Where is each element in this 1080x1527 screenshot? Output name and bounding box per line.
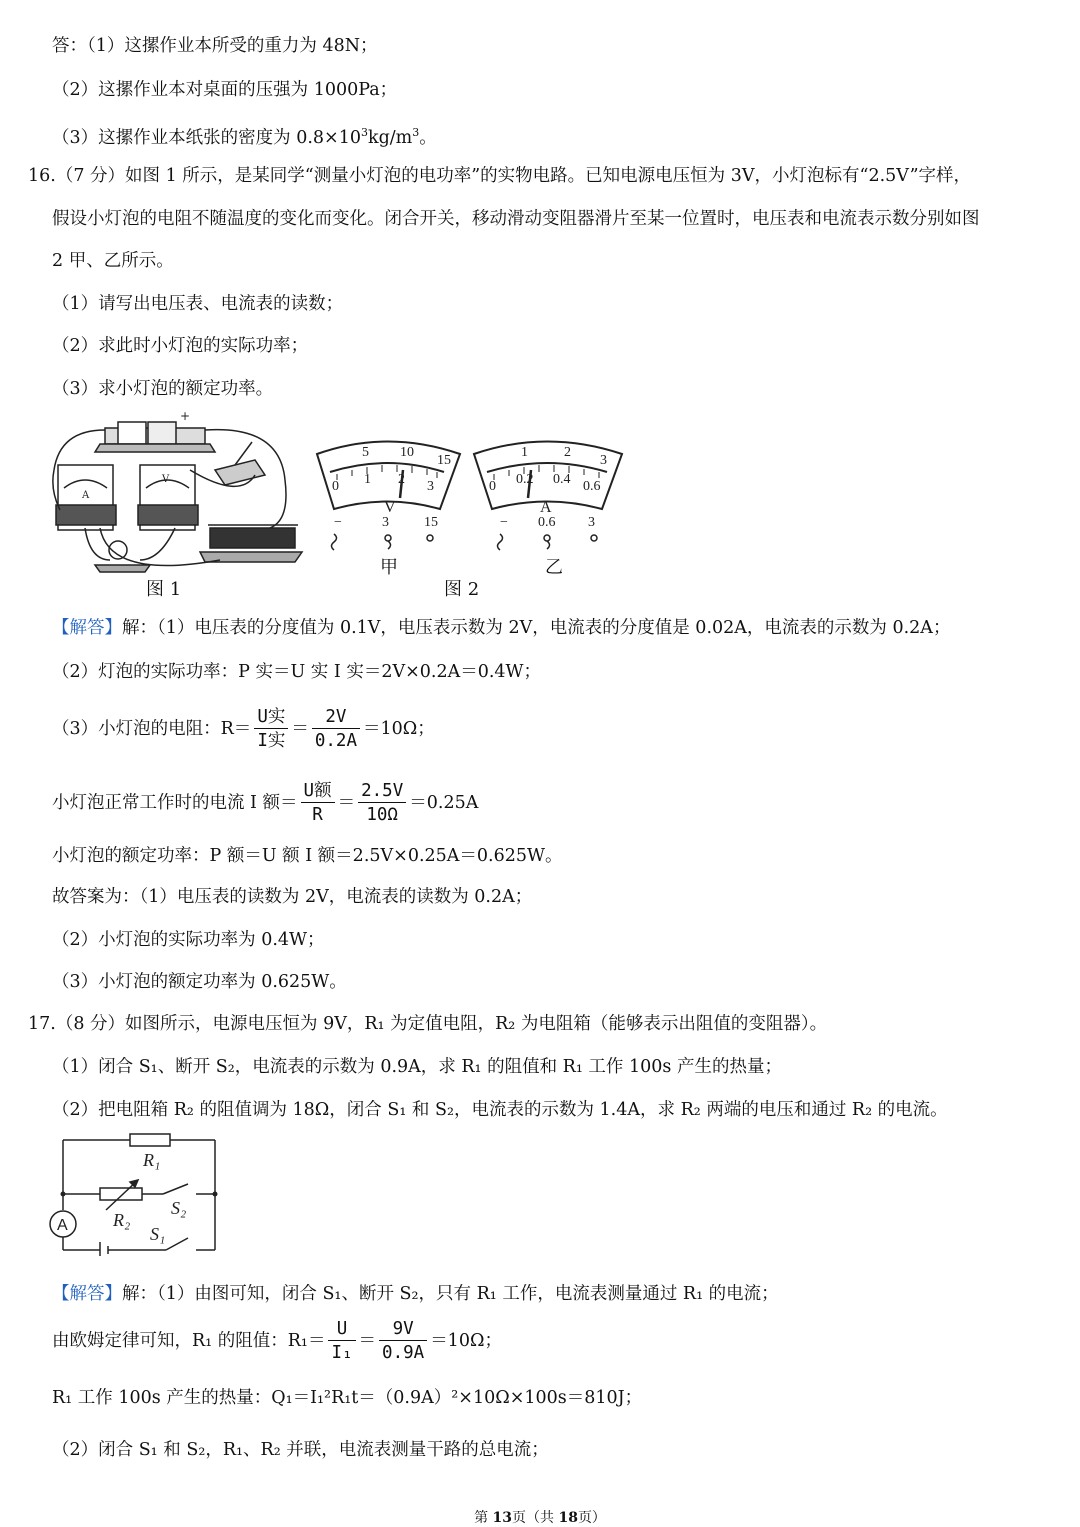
r2-label: R₂: [113, 1210, 131, 1230]
denominator: I₁: [331, 1343, 353, 1363]
volt-bottom-2: 2: [398, 472, 405, 487]
amp-top-2: 2: [564, 445, 571, 460]
s2-label: S₂: [171, 1198, 187, 1218]
q17-solution-4: （2）闭合 S₁ 和 S₂，R₁、R₂ 并联，电流表测量干路的总电流；: [52, 1440, 549, 1460]
footer-text: 页（共: [512, 1510, 559, 1526]
amp-bottom-0: 0: [489, 479, 496, 494]
page-footer: [0, 1507, 1080, 1527]
amp-letter: A: [540, 499, 552, 516]
figure-2-meters: [312, 434, 632, 564]
q17-solution-2: 由欧姆定律可知，R₁ 的阻值：R₁＝ $\frac{U}{\text{I₁}}$ ＝ $\frac{9V}{0.9A}$ ＝10Ω；: [52, 1319, 502, 1363]
svg-text:V: V: [162, 474, 170, 485]
unit-text: kg/m: [367, 127, 413, 148]
amp-term-06: 0.6: [538, 515, 556, 530]
total-pages: 18: [558, 1510, 578, 1526]
q17-solution-3: R₁ 工作 100s 产生的热量：Q₁＝I₁²R₁t＝（0.9A）²×10Ω×100s＝810J；: [52, 1388, 643, 1408]
formula-lead: （3）小灯泡的电阻：R＝: [52, 719, 252, 739]
amp-bottom-06: 0.6: [583, 479, 601, 494]
figure-1-caption: 图 1: [146, 579, 182, 600]
fraction-values: [358, 780, 406, 827]
amp-top-1: 1: [521, 445, 528, 460]
q16-part-3: （3）求小灯泡的额定功率。: [52, 379, 274, 399]
q16-solution-2: （2）灯泡的实际功率：P 实＝U 实 I 实＝2V×0.2A＝0.4W；: [52, 662, 542, 682]
volt-top-15: 15: [437, 453, 451, 468]
numerator: U额: [301, 780, 335, 803]
answer-line-1: 答：（1）这摞作业本所受的重力为 48N；: [52, 36, 378, 56]
denominator: I实: [257, 731, 286, 751]
meter-yi-label: 乙: [545, 557, 563, 578]
numerator: 2V: [312, 706, 360, 729]
q16-stem-line-1: 16.（7 分）如图 1 所示，是某同学“测量小灯泡的电功率”的实物电路。已知电源电压恒为 3V，小灯泡标有“2.5V”字样，: [28, 166, 972, 186]
meter-jia-label: 甲: [380, 557, 398, 578]
solution-tag: 【解答】: [52, 1284, 122, 1304]
formula-lead: 由欧姆定律可知，R₁ 的阻值：R₁＝: [52, 1331, 326, 1351]
page-number: 13: [492, 1510, 512, 1526]
formula-result: ＝10Ω；: [363, 719, 435, 739]
q17-part-2: （2）把电阻箱 R₂ 的阻值调为 18Ω，闭合 S₁ 和 S₂，电流表的示数为 1.4A，求 R₂ 两端的电压和通过 R₂ 的电流。: [52, 1100, 948, 1120]
fraction-values: [379, 1318, 427, 1365]
q16-part-1: （1）请写出电压表、电流表的读数；: [52, 294, 344, 314]
denominator: 0.9A: [382, 1343, 425, 1363]
q16-solution-6: 故答案为：（1）电压表的读数为 2V，电流表的读数为 0.2A；: [52, 887, 533, 907]
fraction-u-over-i1: [328, 1318, 355, 1365]
solution-text: 解：（1）由图可知，闭合 S₁、断开 S₂，只有 R₁ 工作，电流表测量通过 R₁ 的电流；: [122, 1284, 779, 1304]
answer-line-3-text: （3）这摞作业本纸张的密度为 0.8×10: [52, 127, 361, 148]
volt-top-5: 5: [362, 445, 369, 460]
fraction-values: [312, 706, 360, 753]
q17-solution-1: [52, 1282, 779, 1306]
punct: 。: [419, 127, 437, 148]
svg-text:+: +: [180, 410, 191, 423]
volt-term-neg: −: [334, 515, 342, 530]
q16-solution-8: （3）小灯泡的额定功率为 0.625W。: [52, 972, 347, 992]
exponent: 3: [360, 126, 368, 139]
figure-1-circuit: [40, 410, 310, 605]
volt-term-3: 3: [382, 515, 389, 530]
fraction-u-over-r: [301, 780, 335, 827]
volt-term-15: 15: [424, 515, 438, 530]
volt-bottom-1: 1: [364, 472, 371, 487]
svg-text:A: A: [82, 490, 90, 501]
volt-top-10: 10: [400, 445, 414, 460]
answer-line-3: [52, 121, 437, 150]
amp-term-neg: −: [500, 515, 508, 530]
amp-top-3: 3: [600, 453, 607, 468]
formula-result: ＝0.25A: [409, 793, 479, 813]
circuit-schematic: [48, 1128, 228, 1256]
q16-stem-line-3: 2 甲、乙所示。: [52, 251, 174, 271]
q16-stem-line-2: 假设小灯泡的电阻不随温度的变化而变化。闭合开关，移动滑动变阻器滑片至某一位置时，电压表和电流表示数分别如图: [52, 209, 980, 229]
formula-lead: 小灯泡正常工作时的电流 I 额＝: [52, 793, 298, 813]
amp-bottom-02: 0.2: [516, 472, 534, 487]
amp-term-3: 3: [588, 515, 595, 530]
numerator: 9V: [379, 1318, 427, 1341]
meter-faces: [312, 434, 632, 564]
figure-q17-circuit: [48, 1128, 228, 1256]
formula-result: ＝10Ω；: [430, 1331, 502, 1351]
q16-solution-4: 小灯泡正常工作时的电流 I 额＝ $\frac{\text{U额}}{R}$ ＝ $\frac{2.5V}{10\Omega}$ ＝0.25A: [52, 781, 479, 825]
answer-line-2: （2）这摞作业本对桌面的压强为 1000Pa；: [52, 80, 398, 100]
footer-text: 页）: [577, 1510, 606, 1526]
numerator: U: [328, 1318, 355, 1341]
exponent: 3: [412, 126, 420, 139]
q16-solution-1: [52, 616, 950, 640]
q16-part-2: （2）求此时小灯泡的实际功率；: [52, 336, 309, 356]
q16-solution-5: 小灯泡的额定功率：P 额＝U 额 I 额＝2.5V×0.25A＝0.625W。: [52, 846, 563, 866]
solution-text: 解：（1）电压表的分度值为 0.1V，电压表示数为 2V，电流表的分度值是 0.02A，电流表的示数为 0.2A；: [122, 618, 951, 638]
volt-bottom-0: 0: [332, 479, 339, 494]
solution-tag: 【解答】: [52, 618, 122, 638]
numerator: 2.5V: [358, 780, 406, 803]
q16-solution-7: （2）小灯泡的实际功率为 0.4W；: [52, 930, 325, 950]
figure-2-caption: 图 2: [444, 579, 480, 600]
q17-stem: 17.（8 分）如图所示，电源电压恒为 9V，R₁ 为定值电阻，R₂ 为电阻箱（能够表示出阻值的变阻器）。: [28, 1014, 828, 1034]
ammeter-label: A: [57, 1217, 68, 1234]
q17-part-1: （1）闭合 S₁、断开 S₂，电流表的示数为 0.9A，求 R₁ 的阻值和 R₁ 工作 100s 产生的热量；: [52, 1057, 782, 1077]
numerator: U实: [254, 706, 288, 729]
amp-bottom-04: 0.4: [553, 472, 571, 487]
denominator: 10Ω: [366, 805, 398, 825]
footer-text: 第: [474, 1510, 493, 1526]
circuit-illustration: [40, 410, 310, 605]
q16-solution-3: （3）小灯泡的电阻：R＝ $\frac{\text{U实}}{\text{I实}}$ ＝ $\frac{2V}{0.2A}$ ＝10Ω；: [52, 707, 435, 751]
volt-letter: V: [384, 499, 396, 516]
denominator: 0.2A: [314, 731, 358, 751]
denominator: R: [312, 805, 323, 825]
s1-label: S₁: [150, 1224, 166, 1244]
volt-bottom-3: 3: [427, 479, 434, 494]
fraction-u-over-i: [254, 706, 288, 753]
r1-label: R₁: [143, 1150, 161, 1170]
